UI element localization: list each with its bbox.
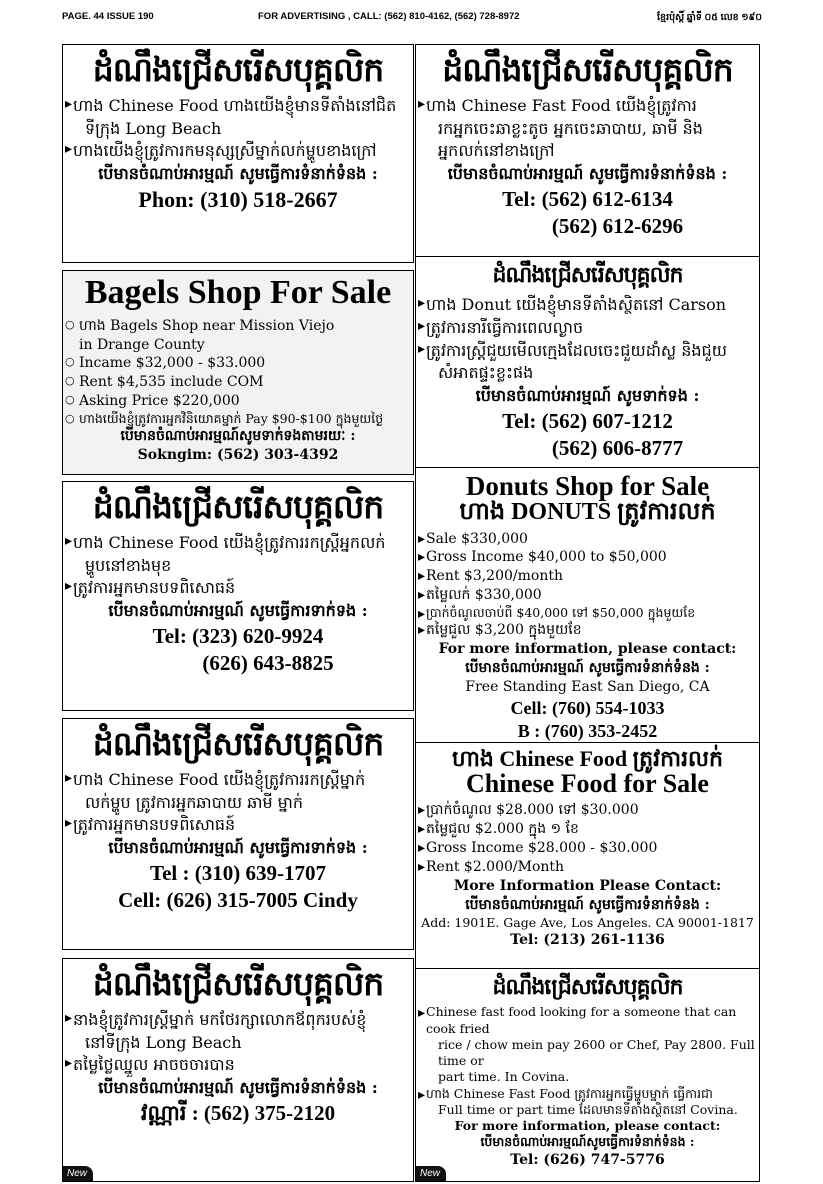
ad-line: ▸ ហាង Donut យើងខ្ញុំមានទីតាំងស្ថិតនៅ Carson xyxy=(416,294,759,317)
ad-line: ▸ តម្លៃជួល $2.000 ក្នុង ១ ខែ xyxy=(416,820,759,839)
ad-contact: បើមានចំណាប់អារម្មណ៍ សូមធ្វើការទំនាក់ទំនង : xyxy=(465,896,710,913)
ad-phone: Tel: (626) 747-5776 xyxy=(510,1151,665,1168)
ad-title: ដំណឹងជ្រើសរើសបុគ្គលិក xyxy=(492,974,683,1000)
page-issue: PAGE. 44 ISSUE 190 xyxy=(62,11,154,22)
ad-line: ▸ ត្រូវការអ្នកមានបទពិសោធន៍ xyxy=(63,814,413,837)
ad-title: ដំណឹងជ្រើសរើសបុគ្គលិក xyxy=(442,50,733,89)
ad-chinese-food-cindy xyxy=(62,718,414,950)
ad-phone: Phon: (310) 518-2667 xyxy=(138,186,338,212)
ad-line: ▸ ហាង Chinese Food យើងខ្ញុំត្រូវការរកស្ត្រីអ្នកលក់ xyxy=(63,532,413,555)
ad-contact: បើមានចំណាប់អារម្មណ៍ សូមធ្វើការទំនាក់ទំនង : xyxy=(465,660,710,677)
ad-address: Add: 1901E. Gage Ave, Los Angeles. CA 90001-1817 xyxy=(421,914,754,930)
ad-line: ទីក្រុង Long Beach xyxy=(85,118,222,138)
ad-contact: បើមានចំណាប់អារម្មណ៍ សូមធ្វើការទំនាក់ទំនង : xyxy=(98,1078,378,1098)
ad-line: ○ ហាងយើងខ្ញុំត្រូវការអ្នកវិនិយោគម្នាក់ Pay $90-$100 ក្នុងមួយថ្ងៃ xyxy=(63,411,413,427)
ad-line: ▸ តម្លៃលក់ $330,000 xyxy=(416,586,759,605)
ad-phone: B : (760) 353-2452 xyxy=(517,721,658,742)
ad-line: ▸ Sale $330,000 xyxy=(416,530,759,549)
ad-contact: បើមានចំណាប់អារម្មណ៍ សូមទាក់ទង : xyxy=(475,386,700,406)
ad-line: ▸ ហាង Chinese Fast Food ត្រូវការអ្នកធ្វើម្ហូបម្នាក់ ធ្វើការជា xyxy=(416,1086,759,1102)
ad-title: ហាង Chinese Food ត្រូវការលក់ xyxy=(452,746,723,771)
ad-title: ដំណឹងជ្រើសរើសបុគ្គលិក xyxy=(92,487,384,526)
ad-line: rice / chow mein pay 2600 or Chef, Pay 2800. Full time or xyxy=(438,1036,755,1069)
ad-line: ▸ ប្រាក់ចំណូលចាប់ពី $40,000 ទៅ $50,000 ក្នុងមួយខែ xyxy=(416,605,759,621)
ad-contact: បើមានចំណាប់អារម្មណ៍ សូមធ្វើការទាក់ទង : xyxy=(108,838,368,858)
ad-phone: (562) 612-6296 xyxy=(551,214,684,239)
ad-line: ▸ ហាង Chinese Fast Food យើងខ្ញុំត្រូវការ xyxy=(416,95,759,118)
ad-line: in Drange County xyxy=(79,336,205,353)
ad-phone: Tel: (323) 620-9924 xyxy=(152,623,324,648)
ad-chinese-food-front-seller xyxy=(62,481,414,711)
advertising-contact: FOR ADVERTISING , CALL: (562) 810-4162, (562) 728-8972 xyxy=(258,11,520,22)
ad-line: ○ Asking Price $220,000 xyxy=(63,392,413,411)
ad-line: ▸ ប្រាក់ចំណូល $28.000 ទៅ $30.000 xyxy=(416,801,759,820)
ad-line: ○ Incame $32,000 - $33.000 xyxy=(63,354,413,373)
ad-phone: Tel: (562) 612-6134 xyxy=(502,186,673,211)
ad-line: ▸ Rent $3,200/month xyxy=(416,567,759,586)
ad-title: ដំណឹងជ្រើសរើសបុគ្គលិក xyxy=(92,964,384,1003)
ad-caregiver-longbeach xyxy=(62,958,414,1182)
ad-address: Free Standing East San Diego, CA xyxy=(465,679,710,696)
ad-chinese-food-longbeach xyxy=(62,44,414,263)
ad-phone: Cell: (626) 315-7005 Cindy xyxy=(118,888,358,913)
ad-contact: បើមានចំណាប់អារម្មណ៍ សូមធ្វើការទាក់ទង : xyxy=(108,601,368,621)
ad-phone: វណ្ណារី : (562) 375-2120 xyxy=(140,1100,336,1125)
ad-line: ▸ Gross Income $28.000 - $30.000 xyxy=(416,839,759,858)
ad-line: សំអាតផ្ទះខ្លះផង xyxy=(438,363,534,383)
ad-line: ▸ Gross Income $40,000 to $50,000 xyxy=(416,548,759,567)
ad-more-info: For more information, please contact: xyxy=(454,1118,721,1134)
ad-line: ម្ហូបនៅខាងមុខ xyxy=(85,555,172,575)
ad-phone: Cell: (760) 554-1033 xyxy=(510,697,665,718)
ad-line: ▸ ត្រូវការនារីធ្វើការពេលល្ងាច xyxy=(416,317,759,340)
ad-line: part time. In Covina. xyxy=(438,1069,570,1085)
ad-line: ▸ ត្រូវការអ្នកមានបទពិសោធន៍ xyxy=(63,577,413,600)
ad-title: ដំណឹងជ្រើសរើសបុគ្គលិក xyxy=(492,262,683,288)
new-badge: New xyxy=(416,1166,446,1181)
ad-line: អ្នកលក់នៅខាងក្រៅ xyxy=(438,141,555,161)
ad-line: ▸ តម្លៃជួល $3,200 ក្នុងមួយខែ xyxy=(416,621,759,640)
ad-phone: Sokngim: (562) 303-4392 xyxy=(137,447,339,464)
ad-title: Donuts Shop for Sale xyxy=(465,471,710,501)
ad-more-info: More Information Please Contact: xyxy=(453,877,722,894)
ad-subtitle: Chinese Food for Sale xyxy=(466,769,709,799)
ad-chinese-fast-food xyxy=(415,44,760,278)
ad-line: Full time or part time ដែលមានទីតាំងស្ថិតនៅ Covina. xyxy=(438,1101,738,1117)
ad-subtitle: ហាង DONUTS ត្រូវការលក់ xyxy=(459,499,716,526)
ad-line: រកអ្នកចេះឆាខ្លះតូច អ្នកចេះឆាបាយ, ឆាមី និង xyxy=(438,118,703,138)
khmer-masthead: ខ្មែរប៉ុស្តិ៍ ឆ្នាំទី ០៥ លេខ ១៩០ xyxy=(657,12,762,23)
ad-line: ▸ តម្លៃថ្លៃឈ្នួល អាចចចារបាន xyxy=(63,1054,413,1077)
ad-donut-carson xyxy=(415,256,760,495)
ad-contact: បើមានចំណាប់អារម្មណ៍ សូមធ្វើការទំនាក់ទំនង : xyxy=(447,164,728,184)
ad-line: ▸ ត្រូវការស្ត្រីជួយមើលក្មេងដែលចេះជួយដាំស្ល និងជួយ xyxy=(416,340,759,363)
page-header xyxy=(62,8,762,28)
ad-title: Bagels Shop For Sale xyxy=(84,274,392,311)
ad-line: នៅទីក្រុង Long Beach xyxy=(85,1032,242,1052)
ad-phone: Tel: (213) 261-1136 xyxy=(510,931,665,948)
ad-title: ដំណឹងជ្រើសរើសបុគ្គលិក xyxy=(92,50,384,89)
ad-phone: Tel: (562) 607-1212 xyxy=(502,408,673,433)
ad-contact: បើមានចំណាប់អារម្មណ៍ សូមធ្វើការទំនាក់ទំនង : xyxy=(98,164,378,184)
ad-more-info: For more information, please contact: xyxy=(438,641,737,658)
ad-line: ▸ Rent $2.000/Month xyxy=(416,858,759,877)
ad-chinese-food-sale xyxy=(415,742,760,995)
new-badge: New xyxy=(63,1166,93,1181)
ad-phone: (562) 606-8777 xyxy=(551,436,684,461)
ad-line: ▸ ហាង Chinese Food ហាងយើងខ្ញុំមានទីតាំងនៅជិត xyxy=(63,95,413,118)
ad-line: ▸ ហាងយើងខ្ញុំត្រូវការកមនុស្សស្រីម្នាក់លក់ម្ហូបខាងក្រៅ xyxy=(63,140,413,163)
ad-phone: (626) 643-8825 xyxy=(202,651,334,676)
ad-phone: Tel : (310) 639-1707 xyxy=(150,860,326,885)
ad-line: លក់ម្ហូប ត្រូវការអ្នកឆាបាយ ឆាមី ម្នាក់ xyxy=(85,792,304,812)
ad-line: ○ Rent $4,535 include COM xyxy=(63,373,413,392)
ad-title: ដំណឹងជ្រើសរើសបុគ្គលិក xyxy=(92,724,384,763)
ad-line: ▸ ហាង Chinese Food យើងខ្ញុំត្រូវការរកស្ត្រីម្នាក់ xyxy=(63,769,413,792)
ad-line: ○ ហាង Bagels Shop near Mission Viejo xyxy=(63,317,413,336)
ad-line: ▸ Chinese fast food looking for a someone that can cook fried xyxy=(416,1004,759,1037)
ad-contact: បើមានចំណាប់អារម្មណ៍សូមទាក់ទងតាមរយៈ : xyxy=(120,428,356,445)
ad-line: ▸ នាងខ្ញុំត្រូវការស្ត្រីម្នាក់ មកថែរក្សាលោកឪពុករបស់ខ្ញុំ xyxy=(63,1009,413,1032)
ad-donuts-shop-sale xyxy=(415,467,760,770)
ad-contact: បើមានចំណាប់អារម្មណ៍សូមធ្វើការទំនាក់ទំនង : xyxy=(480,1134,695,1150)
ad-bagels-shop xyxy=(62,270,414,475)
ad-covina-fast-food xyxy=(415,968,760,1182)
